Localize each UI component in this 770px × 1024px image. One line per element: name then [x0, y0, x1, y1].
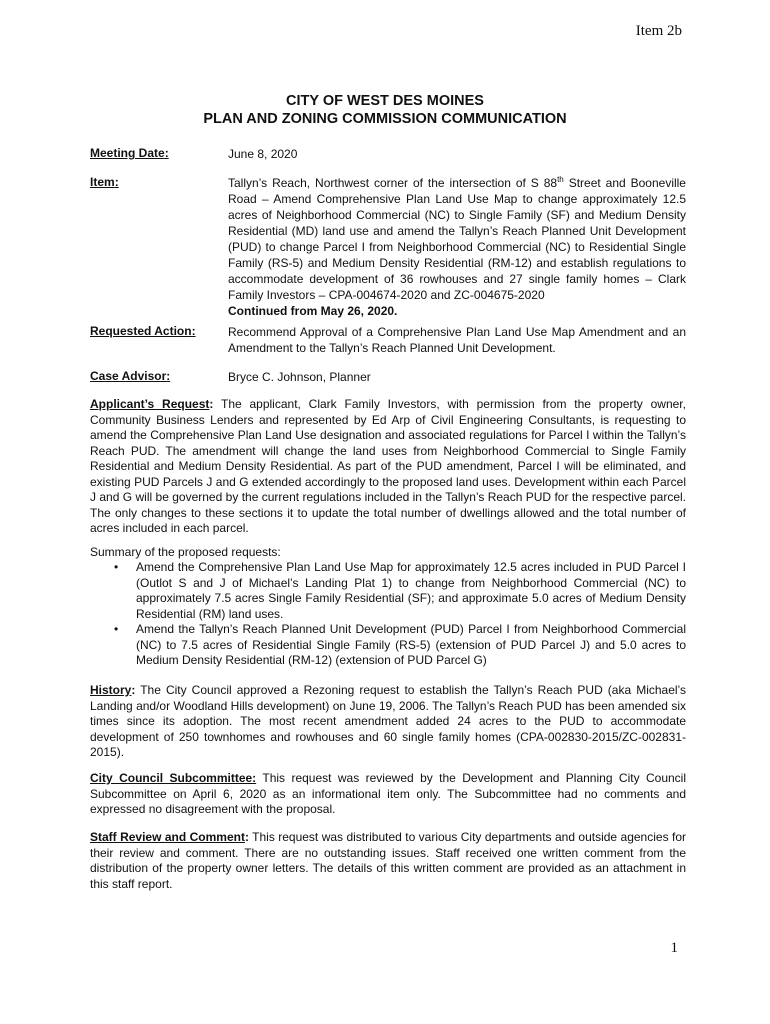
applicants-request-heading: Applicant’s Request: [90, 397, 210, 411]
council-subcommittee-paragraph: City Council Subcommittee: This request was reviewed by the Development and Planning City Council Subcommittee on April 6, 2020 as an informational item only. The Subcommittee had no comments and expressed no disagreement with the proposal.: [90, 771, 687, 816]
page-number: 1: [670, 940, 678, 956]
history-paragraph: History: The City Council approved a Rezoning request to establish the Tallyn’s Reach PUD (aka Michael’s Landing and/or Woodland Hills development) on June 19, 2006. The Tallyn’s Reach PUD has been amended six times since its adoption. The most recent amendment added 24 acres to the PUD to accommodate development of 250 townhomes and rowhouses and 60 single family homes (CPA-002830-2015/ZC-002831-2015).: [90, 683, 687, 759]
applicants-request-paragraph: Applicant’s Request: The applicant, Clark Family Investors, with permission from the property owner, Community Business Lenders and represented by Ed Arp of Civil Engineering Consultants, is requesting to amend the Comprehensive Plan Land Use designation and associated regulations for Parcel I within the Tallyn’s Reach PUD. The amendment will change the land uses from Neighborhood Commercial to Single Family Residential and Medium Density Residential. As part of the PUD amendment, Parcel I will be eliminated, and existing PUD Parcels J and G extended accordingly to the proposed land uses. Development within each Parcel J and G will be governed by the current regulations included in the Tallyn’s Reach PUD for the respective parcel. The only changes to these sections it to update the total number of dwellings allowed and the total number of acres included in each parcel.: [90, 397, 686, 535]
item-tag: Item 2b: [635, 23, 682, 39]
staff-review-heading: Staff Review and Comment: [90, 830, 245, 844]
city-title: CITY OF WEST DES MOINES: [286, 93, 484, 109]
staff-review-paragraph: Staff Review and Comment: This request was distributed to various City departments and outside agencies for their review and comment. There are no outstanding issues. Staff received one written comment from the distribution of the property owner letters. The details of this written comment are provided as an attachment in this staff report.: [90, 830, 686, 891]
case-advisor-value: Bryce C. Johnson, Planner: [228, 370, 371, 384]
meeting-date-value: June 8, 2020: [228, 147, 298, 161]
summary-list: [90, 560, 686, 669]
summary-bullet: • Amend the Comprehensive Plan Land Use Map for approximately 12.5 acres included in PUD Parcel I (Outlot S and J of Michael’s Landing Plat 1) to change from Neighborhood Commercial (NC) to approximately 7.5 acres Single Family Residential (SF); and approximate 5.0 acres of Medium Density Residential (RM) land uses.: [114, 560, 686, 621]
commission-title: PLAN AND ZONING COMMISSION COMMUNICATION: [203, 111, 567, 127]
council-subcommittee-heading: City Council Subcommittee:: [90, 771, 257, 785]
continued-note: Continued from May 26, 2020.: [228, 304, 398, 318]
meeting-date-label: Meeting Date:: [90, 146, 169, 160]
summary-bullet: • Amend the Tallyn’s Reach Planned Unit Development (PUD) Parcel I from Neighborhood Commercial (NC) to 7.5 acres of Residential Single Family (RS-5) (extension of PUD Parcel J) and 5.0 acres to Medium Density Residential (RM-12) (extension of PUD Parcel G): [114, 622, 686, 667]
item-description: Tallyn’s Reach, Northwest corner of the intersection of S 88th Street and Booneville Road – Amend Comprehensive Plan Land Use Map to change approximately 12.5 acres of Neighborhood Commercial (NC) to Single Family (SF) and Medium Density Residential (MD) land use and amend the Tallyn’s Reach Planned Unit Development (PUD) to change Parcel I from Neighborhood Commercial (NC) to Residential Single Family (RS-5) and Medium Density Residential (RM-12) and establish regulations to accommodate development of 36 rowhouses and 27 single family homes – Clark Family Investors – CPA-004674-2020 and ZC-004675-2020 Continued from May 26, 2020.: [228, 175, 686, 318]
case-advisor-label: Case Advisor:: [90, 369, 171, 383]
history-heading: History: [90, 683, 132, 697]
requested-action-label: Requested Action:: [90, 324, 196, 338]
requested-action-value: Recommend Approval of a Comprehensive Plan Land Use Map Amendment and an Amendment to the Tallyn’s Reach Planned Unit Development.: [228, 325, 686, 355]
item-label: Item:: [90, 175, 119, 189]
summary-intro: Summary of the proposed requests:: [90, 545, 281, 559]
